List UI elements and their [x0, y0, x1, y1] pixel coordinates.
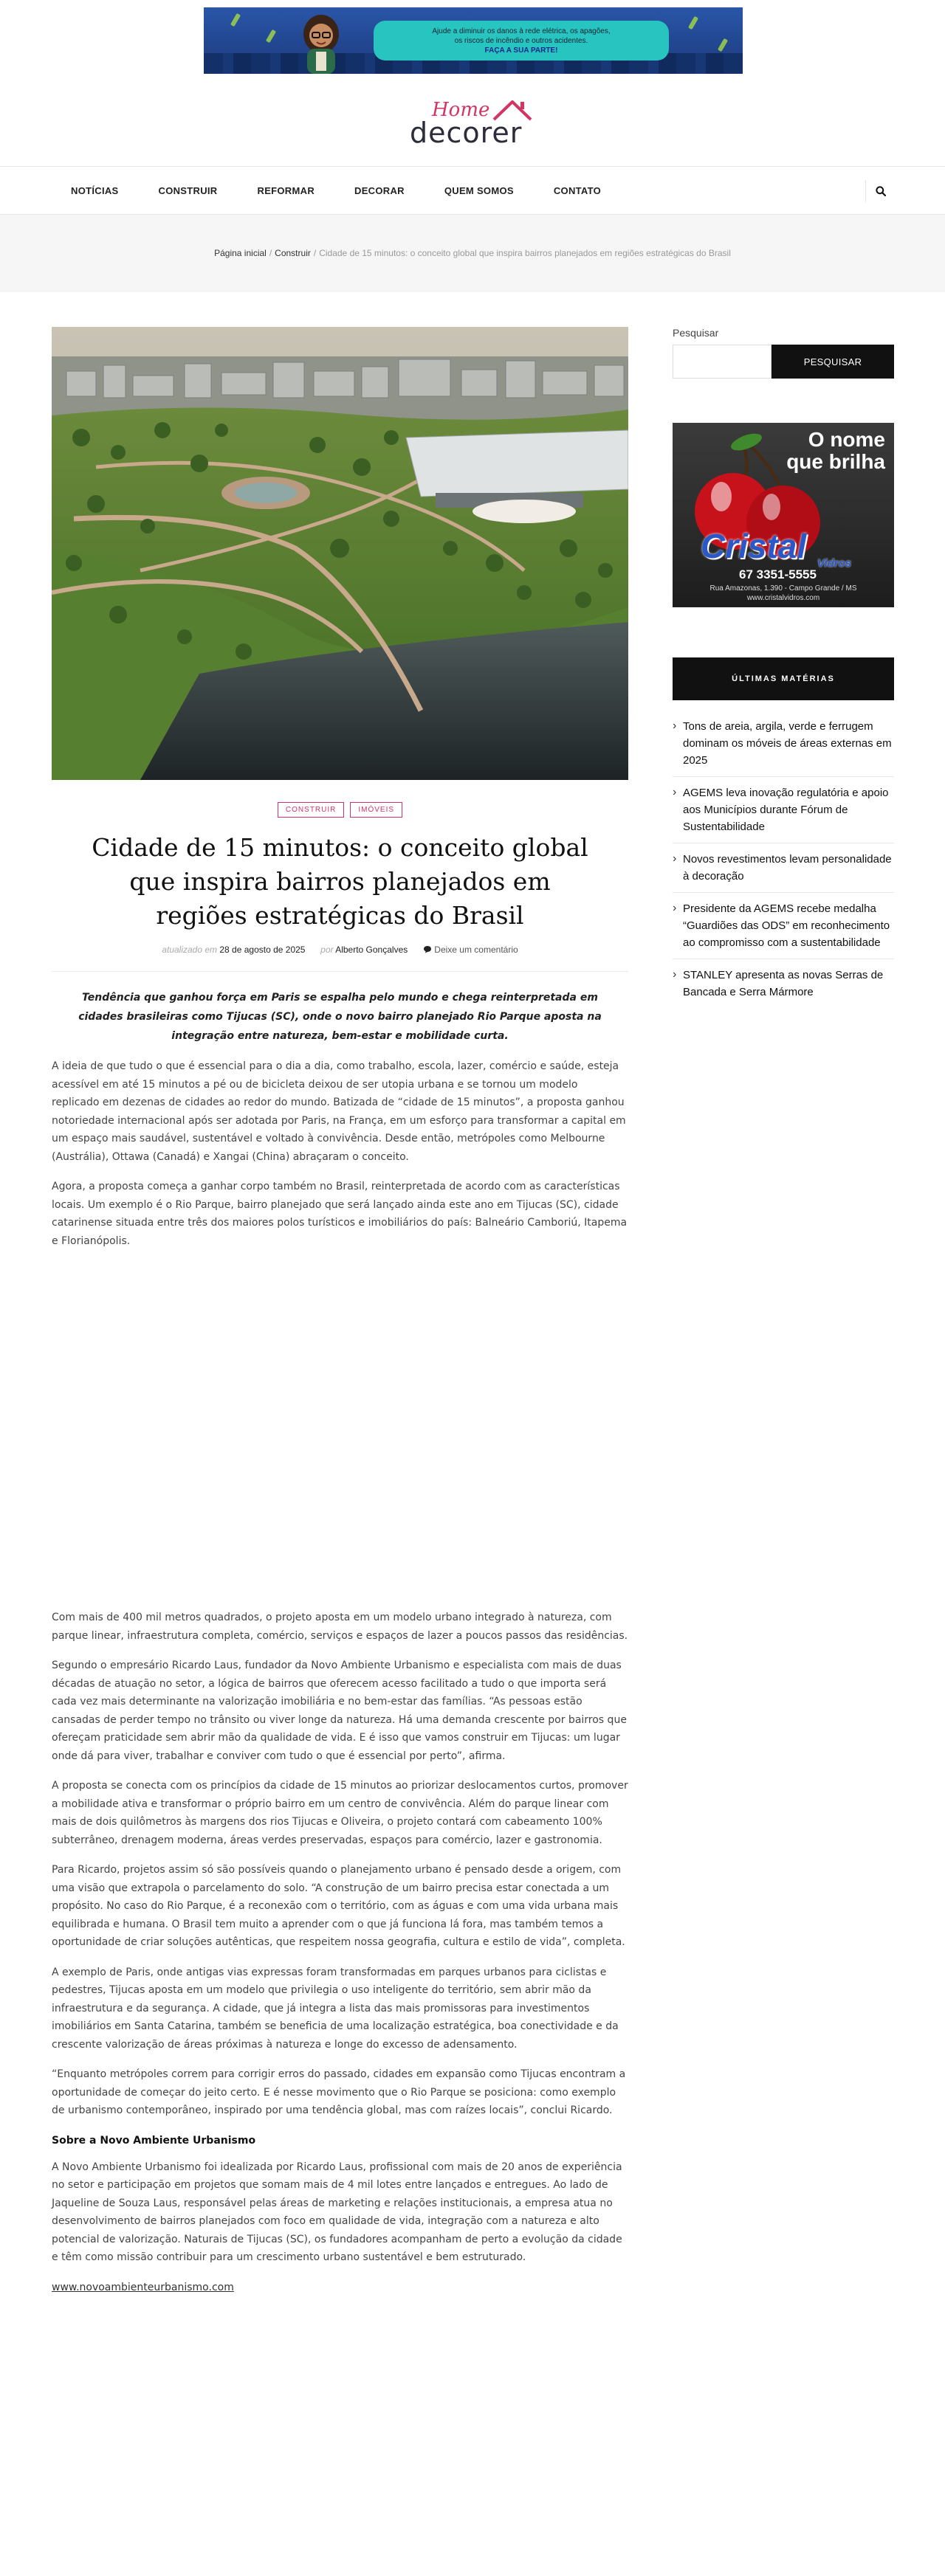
nav-item-construir[interactable]: CONSTRUIR: [158, 184, 218, 196]
article-lead: Tendência que ganhou força em Paris se espalha pelo mundo e chega reinterpretada em cidades brasileiras como Tijucas (SC), onde o novo bairro planejado Rio Parque aposta na integração entre natureza, bem-estar e mobilidade curta.: [78, 992, 602, 1042]
article-paragraph: Para Ricardo, projetos assim só são possíveis quando o planejamento urbano é pensado desde a origem, com uma visão que extrapola o parcelamento do solo. “A construção de um bairro precisa estar conectada a um propósito. No caso do Rio Parque, é a reconexão com o território, com as águas e com uma vida urbana mais equilibrada e humana. O Brasil tem muito a aprender com o que já funciona lá fora, mas também temos a oportunidade de criar soluções autênticas, que respeitem nossa geografia, cultura e estilo de vida”, completa.: [52, 1864, 625, 1948]
article-paragraph: A proposta se conecta com os princípios da cidade de 15 minutos ao priorizar deslocamentos curtos, promover a mobilidade ativa e transformar o próprio bairro em um centro de convivência. Além do parque linear com mais de dois quilômetros às margens dos rios Tijucas e Oliveira, o projeto contará com cabeamento 100% subterrâneo, drenagem moderna, áreas verdes preservadas, espaços para comércio, lazer e gastronomia.: [52, 1780, 628, 1846]
nav-item-decorar[interactable]: DECORAR: [354, 184, 405, 196]
main-navigation: [0, 166, 945, 215]
header-logo-area: [0, 74, 945, 166]
article-paragraph: Com mais de 400 mil metros quadrados, o projeto aposta em um modelo urbano integrado à natureza, com parque linear, infraestrutura completa, comércio, serviços e espaços de lazer a poucos passos das residências.: [52, 1612, 628, 1642]
top-banner-ad[interactable]: [204, 7, 743, 74]
breadcrumb-home-link[interactable]: Página inicial: [214, 247, 267, 258]
breadcrumb-section-link[interactable]: Construir: [275, 247, 311, 258]
ad-brand-sub: Vidros: [817, 557, 852, 570]
category-tag-imoveis[interactable]: IMÓVEIS: [350, 802, 402, 818]
ad-phone: 67 3351-5555: [739, 567, 817, 581]
article-paragraph: A exemplo de Paris, onde antigas vias expressas foram transformadas em parques urbanos para ciclistas e pedestres, Tijucas aposta em um modelo que privilegia o uso inteligente do território, sem abrir mão da infraestrutura e da segurança. A cidade, que já integra a lista das mais promissoras para investimentos imobiliários em Santa Catarina, também se beneficia de uma localização estratégica, boa conectividade e da crescente valorização de áreas próximas à natureza e longe do excesso de adensamento.: [52, 1966, 619, 2051]
article-main: [52, 327, 628, 2293]
meta-divider: [52, 971, 628, 972]
nav-item-contato[interactable]: CONTATO: [553, 184, 602, 196]
search-icon: [876, 186, 886, 196]
top-banner-message: Ajude a diminuir os danos à rede elétrica, os apagões, os riscos de incêndio e outros acidentes. FAÇA A SUA PARTE!: [374, 21, 669, 61]
article-paragraph: Segundo o empresário Ricardo Laus, fundador da Novo Ambiente Urbanismo e especialista com mais de duas décadas de atuação no setor, a lógica de bairros que oferecem acesso facilitado a tudo o que importa será cada vez mais determinante na valorização imobiliária e no bem-estar das famílias. “As pessoas estão cansadas de perder tempo no trânsito ou viver longe da natureza. Há uma demanda crescente por bairros que ofereçam praticidade sem abrir mão da qualidade de vida. E é isso que vamos construir em Tijucas: um lugar onde dá para viver, trabalhar e conviver com tudo o que é essencial por perto”, afirma.: [52, 1660, 627, 1762]
latest-post-link[interactable]: › STANLEY apresenta as novas Serras de Bancada e Serra Mármore: [673, 959, 894, 1008]
article-paragraph: A ideia de que tudo o que é essencial para o dia a dia, como trabalho, escola, lazer, comércio e saúde, esteja acessível em até 15 minutos a pé ou de bicicleta deixou de ser utopia urbana e se tornou um modelo replicado em dezenas de cidades ao redor do mundo. Batizada de “cidade de 15 minutos”, a proposta ganhou notoriedade internacional após ser adotada por Paris, na França, em um esforço para transformar a capital em um espaço mais saudável, sustentável e voltado à convivência. Desde então, metrópoles como Melbourne (Austrália), Ottawa (Canadá) e Xangai (China) abraçaram o conceito.: [52, 1060, 626, 1163]
article-hero-image: [52, 327, 628, 780]
breadcrumb-current: Cidade de 15 minutos: o conceito global que inspira bairros planejados em regiões estratégicas do Brasil: [319, 247, 731, 258]
about-paragraph: A Novo Ambiente Urbanismo foi idealizada por Ricardo Laus, profissional com mais de 20 anos de experiência no setor e participação em projetos que somam mais de 4 mil lotes entre lançados e entregues. Ao lado de Jaqueline de Souza Laus, responsável pelas áreas de marketing e relações institucionais, a empresa atua no desenvolvimento de bairros planejados com foco em qualidade de vida, integração com a natureza e alto potencial de valorização. Naturais de Tijucas (SC), os fundadores acompanham de perto a evolução da cidade e têm como missão contribuir para um crescimento urbano sustentável e bem estruturado.: [52, 2161, 622, 2263]
mascot-illustration: [298, 12, 344, 74]
comment-link[interactable]: Deixe um comentário: [434, 945, 518, 955]
company-website-link[interactable]: www.novoambienteurbanismo.com: [52, 2281, 234, 2293]
latest-post-link[interactable]: › Tons de areia, argila, verde e ferrugem dominam os móveis de áreas externas em 2025: [673, 711, 894, 777]
ad-tagline: O nome que brilha: [786, 428, 885, 473]
nav-search-button[interactable]: [865, 180, 895, 202]
article-paragraph: “Enquanto metrópoles correm para corrigir erros do passado, cidades em expansão como Tijucas encontram a oportunidade de começar do jeito certo. E é nesse movimento que o Rio Parque se posiciona: como exemplo de urbanismo contemporâneo, inspirado por uma tendência global, mas com raízes locais”, conclui Ricardo.: [52, 2068, 626, 2116]
sidebar-ad-cristal-vidros[interactable]: [673, 423, 894, 607]
author-link[interactable]: Alberto Gonçalves: [335, 945, 408, 955]
article-paragraph: Agora, a proposta começa a ganhar corpo também no Brasil, reinterpretada de acordo com as características locais. Um exemplo é o Rio Parque, bairro planejado que será lançado ainda este ano em Tijucas (SC), cidade catarinense situada entre três dos maiores polos turísticos e imobiliários do país: Balneário Camboriú, Itapema e Florianópolis.: [52, 1181, 628, 1247]
comment-icon: [423, 945, 432, 953]
inline-ad-slot: [52, 1250, 628, 1597]
aerial-park-illustration: [52, 327, 628, 780]
latest-post-link[interactable]: › Presidente da AGEMS recebe medalha “Guardiões das ODS” em reconhecimento ao compromisso com a sustentabilidade: [673, 893, 894, 959]
latest-post-link[interactable]: › AGEMS leva inovação regulatória e apoio aos Municípios durante Fórum de Sustentabilidade: [673, 777, 894, 843]
ad-address: Rua Amazonas, 1.390 - Campo Grande / MS www.cristalvidros.com: [709, 584, 857, 602]
latest-posts-list: [673, 711, 894, 1008]
nav-item-noticias[interactable]: NOTÍCIAS: [71, 184, 119, 196]
article-categories: [52, 802, 628, 818]
nav-item-quem-somos[interactable]: QUEM SOMOS: [444, 184, 514, 196]
sidebar-search-form: [673, 345, 894, 379]
top-banner-area: [0, 0, 945, 74]
latest-post-link[interactable]: › Novos revestimentos levam personalidade à decoração: [673, 843, 894, 893]
breadcrumb: Página inicial / Construir / Cidade de 15 minutos: o conceito global que inspira bairros planejados em regiões estratégicas do Brasil: [0, 215, 945, 291]
category-tag-construir[interactable]: CONSTRUIR: [278, 802, 344, 818]
site-logo[interactable]: [410, 94, 535, 149]
logo-decorer-text: decorer: [410, 116, 523, 149]
article-title: Cidade de 15 minutos: o conceito global que inspira bairros planejados em regiões estratégicas do Brasil: [92, 833, 588, 930]
sidebar-search-label: Pesquisar: [673, 327, 719, 339]
article-date: 28 de agosto de 2025: [219, 945, 306, 955]
sidebar-search-button[interactable]: PESQUISAR: [772, 345, 894, 379]
sidebar: [673, 327, 894, 1008]
latest-posts-heading: ÚLTIMAS MATÉRIAS: [673, 657, 894, 700]
about-heading: Sobre a Novo Ambiente Urbanismo: [52, 2134, 256, 2147]
nav-item-reformar[interactable]: REFORMAR: [257, 184, 315, 196]
sidebar-search-input[interactable]: [673, 345, 772, 379]
logo-home-text: Home: [432, 98, 490, 121]
ad-brand: Cristal: [701, 527, 807, 565]
article-meta: atualizado em 28 de agosto de 2025 por Alberto Gonçalves Deixe um comentário: [162, 945, 518, 955]
